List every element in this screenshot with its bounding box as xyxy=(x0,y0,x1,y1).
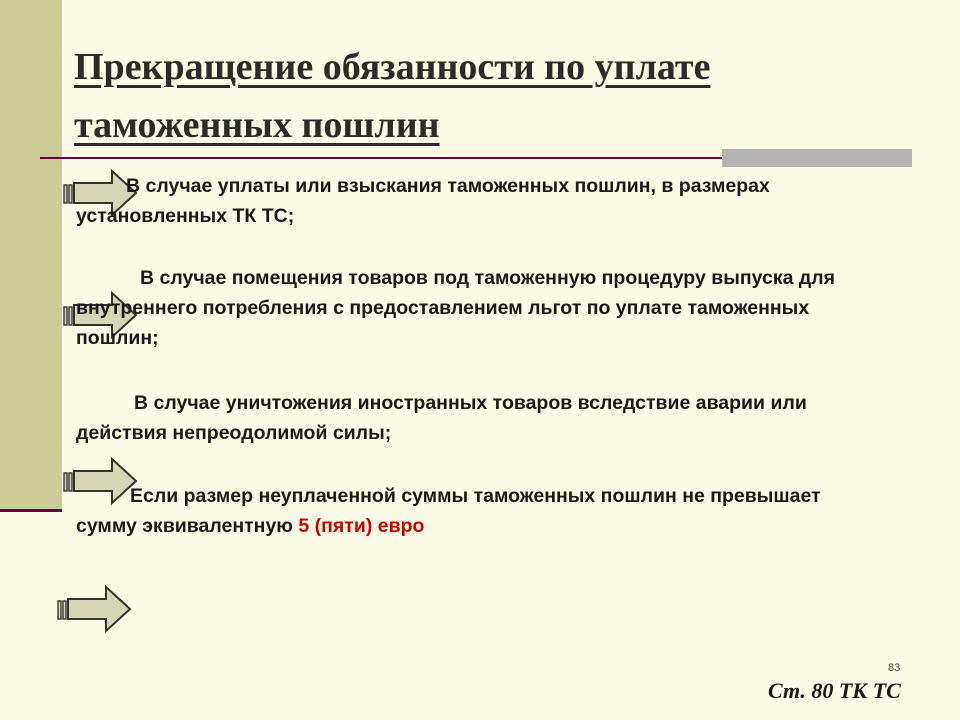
list-item xyxy=(76,263,846,353)
list-item xyxy=(76,388,846,448)
title-divider-accent xyxy=(722,149,912,167)
left-decor-bar xyxy=(0,0,62,510)
list-item xyxy=(76,171,846,231)
list-item-text: Если размер неуплаченной суммы таможенных пошлин не превышает сумму эквивалентную xyxy=(76,485,821,537)
source-citation: Ст. 80 ТК ТС xyxy=(768,678,901,703)
list-item-text: В случае уничтожения иностранных товаров вследствие аварии или действия непреодолимой силы; xyxy=(76,392,807,444)
page-number: 83 xyxy=(888,662,901,674)
amount-highlight: 5 (пяти) евро xyxy=(298,515,425,537)
list-item xyxy=(76,481,846,541)
left-decor-line xyxy=(0,509,62,512)
slide-title: Прекращение обязанности по уплате таможенных пошлин xyxy=(74,46,711,146)
arrow-right-icon xyxy=(56,584,136,634)
list-item-text: В случае уплаты или взыскания таможенных пошлин, в размерах установленных ТК ТС; xyxy=(76,175,770,227)
list-item-text: В случае помещения товаров под таможенную процедуру выпуска для внутреннего потребления с предоставлением льгот по уплате таможенных пошлин; xyxy=(76,267,835,349)
